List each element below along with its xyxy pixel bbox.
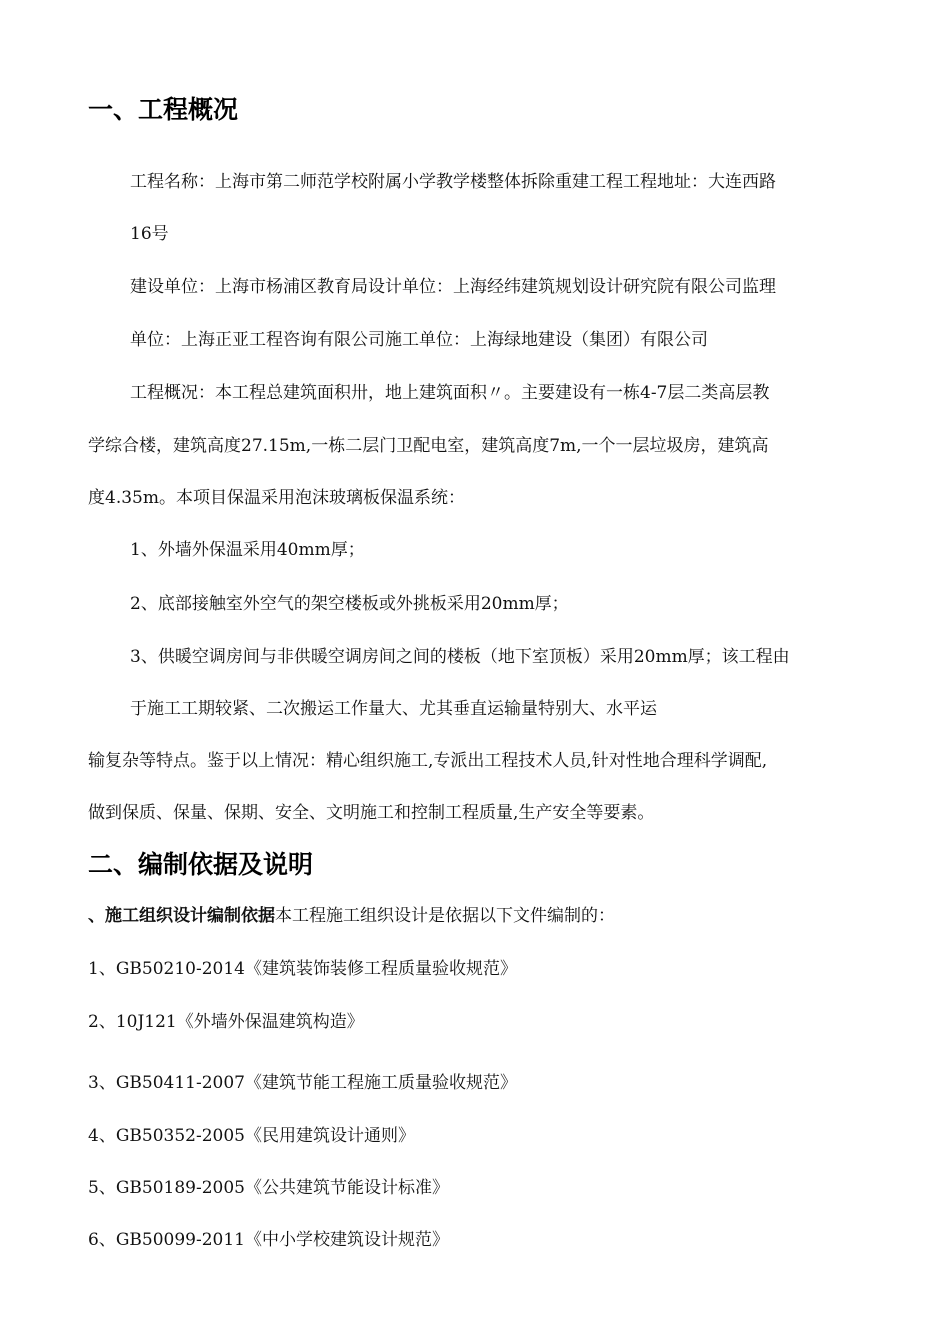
paragraph-line: 于施工工期较紧、二次搬运工作量大、尤其垂直运输量特别大、水平运 bbox=[130, 699, 657, 719]
paragraph-line: 输复杂等特点。鉴于以上情况：精心组织施工,专派出工程技术人员,针对性地合理科学调配, bbox=[88, 751, 768, 771]
basis-lead-bold: 、施工组织设计编制依据 bbox=[88, 906, 275, 926]
paragraph-line: 做到保质、保量、保期、安全、文明施工和控制工程质量,生产安全等要素。 bbox=[88, 803, 655, 823]
paragraph-line: 工程概况：本工程总建筑面积卅，地上建筑面积〃。主要建设有一栋4-7层二类高层教 bbox=[130, 383, 770, 403]
basis-lead-paragraph bbox=[88, 904, 615, 928]
paragraph-line: 度4.35m。本项目保温采用泡沫玻璃板保温系统： bbox=[88, 488, 465, 508]
paragraph-line: 学综合楼，建筑高度27.15m,一栋二层门卫配电室，建筑高度7m,一个一层垃圾房，建筑高 bbox=[88, 436, 769, 456]
list-item: 3、供暖空调房间与非供暖空调房间之间的楼板（地下室顶板）采用20mm厚；该工程由 bbox=[130, 647, 790, 667]
reference-item: 3、GB50411-2007《建筑节能工程施工质量验收规范》 bbox=[88, 1073, 517, 1093]
paragraph-line: 16号 bbox=[130, 224, 169, 244]
basis-lead-text: 本工程施工组织设计是依据以下文件编制的： bbox=[275, 906, 615, 926]
reference-item: 2、10J121《外墙外保温建筑构造》 bbox=[88, 1012, 364, 1032]
paragraph-line: 单位：上海正亚工程咨询有限公司施工单位：上海绿地建设（集团）有限公司 bbox=[130, 330, 708, 350]
paragraph-line: 建设单位：上海市杨浦区教育局设计单位：上海经纬建筑规划设计研究院有限公司监理 bbox=[130, 277, 776, 297]
reference-item: 5、GB50189-2005《公共建筑节能设计标准》 bbox=[88, 1178, 449, 1198]
list-item: 2、底部接触室外空气的架空楼板或外挑板采用20mm厚； bbox=[130, 594, 569, 614]
paragraph-line: 工程名称：上海市第二师范学校附属小学教学楼整体拆除重建工程工程地址：大连西路 bbox=[130, 172, 776, 192]
reference-item: 6、GB50099-2011《中小学校建筑设计规范》 bbox=[88, 1230, 449, 1250]
reference-item: 4、GB50352-2005《民用建筑设计通则》 bbox=[88, 1126, 415, 1146]
reference-item: 1、GB50210-2014《建筑装饰装修工程质量验收规范》 bbox=[88, 959, 517, 979]
list-item: 1、外墙外保温采用40mm厚； bbox=[130, 540, 365, 560]
section-heading-overview: 一、工程概况 bbox=[88, 95, 239, 124]
section-heading-basis: 二、编制依据及说明 bbox=[88, 850, 314, 879]
